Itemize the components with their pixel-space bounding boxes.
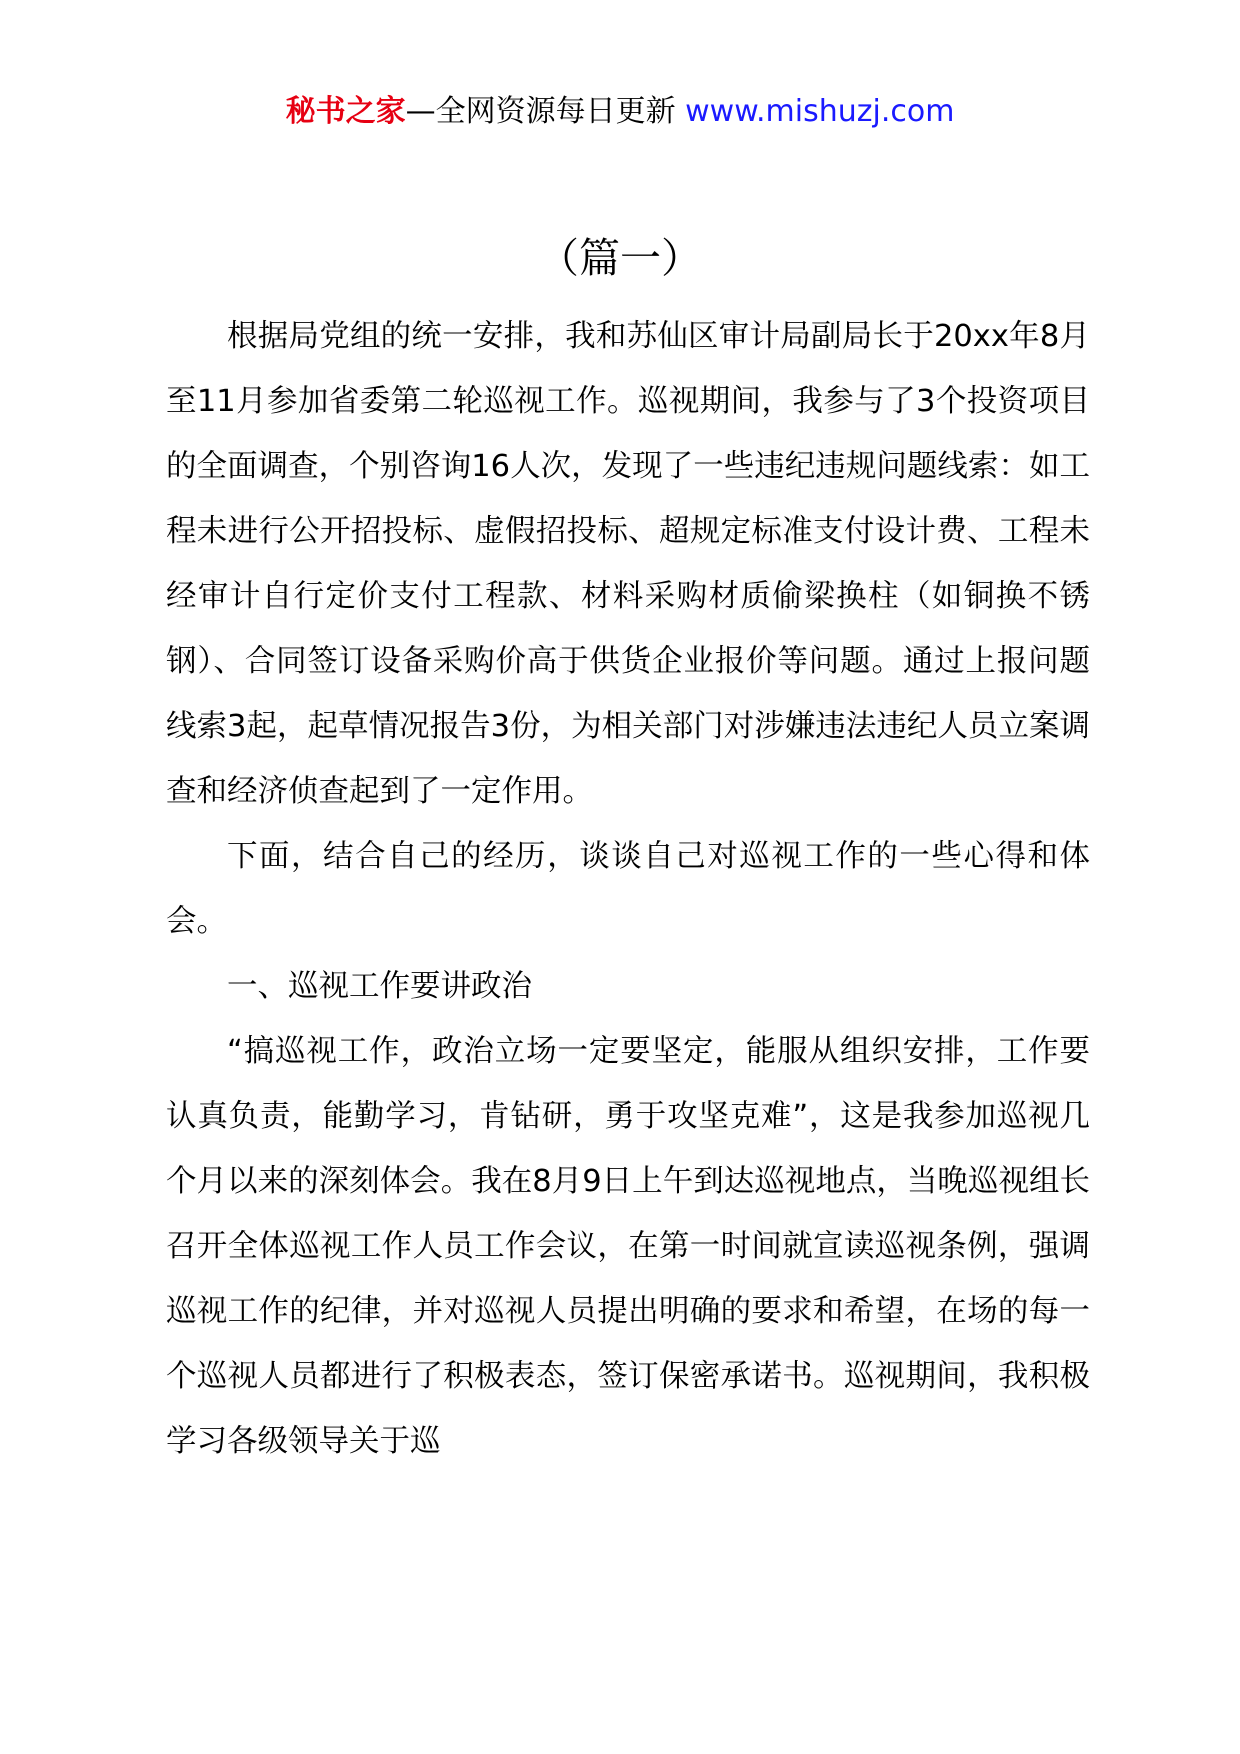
site-header: [0, 92, 1240, 132]
paragraph-politics: “搞巡视工作，政治立场一定要坚定，能服从组织安排，工作要认真负责，能勤学习，肯钻研，勇于攻坚克难”，这是我参加巡视几个月以来的深刻体会。我在8月9日上午到达巡视地点，当晚巡视组长召开全体巡视工作人员工作会议，在第一时间就宣读巡视条例，强调巡视工作的纪律，并对巡视人员提出明确的要求和希望，在场的每一个巡视人员都进行了积极表态，签订保密承诺书。巡视期间，我积极学习各级领导关于巡: [166, 1034, 1090, 1459]
paragraph-intro: 根据局党组的统一安排，我和苏仙区审计局副局长于20xx年8月至11月参加省委第二轮巡视工作。巡视期间，我参与了3个投资项目的全面调查，个别咨询16人次，发现了一些违纪违规问题线索：如工程未进行公开招投标、虚假招投标、超规定标准支付设计费、工程未经审计自行定价支付工程款、材料采购材质偷梁换柱（如铜换不锈钢）、合同签订设备采购价高于供货企业报价等问题。通过上报问题线索3起，起草情况报告3份，为相关部门对涉嫌违法违纪人员立案调查和经济侦查起到了一定作用。: [166, 319, 1090, 809]
document-body: [166, 304, 1090, 1474]
site-url-link[interactable]: www.mishuzj.com: [685, 94, 955, 129]
site-tagline: —全网资源每日更新: [405, 94, 676, 129]
document-title: （篇一）: [538, 234, 702, 282]
section-heading-politics: 一、巡视工作要讲政治: [227, 969, 532, 1004]
paragraph-transition: 下面，结合自己的经历，谈谈自己对巡视工作的一些心得和体会。: [166, 839, 1090, 939]
site-brand: 秘书之家: [285, 94, 406, 129]
